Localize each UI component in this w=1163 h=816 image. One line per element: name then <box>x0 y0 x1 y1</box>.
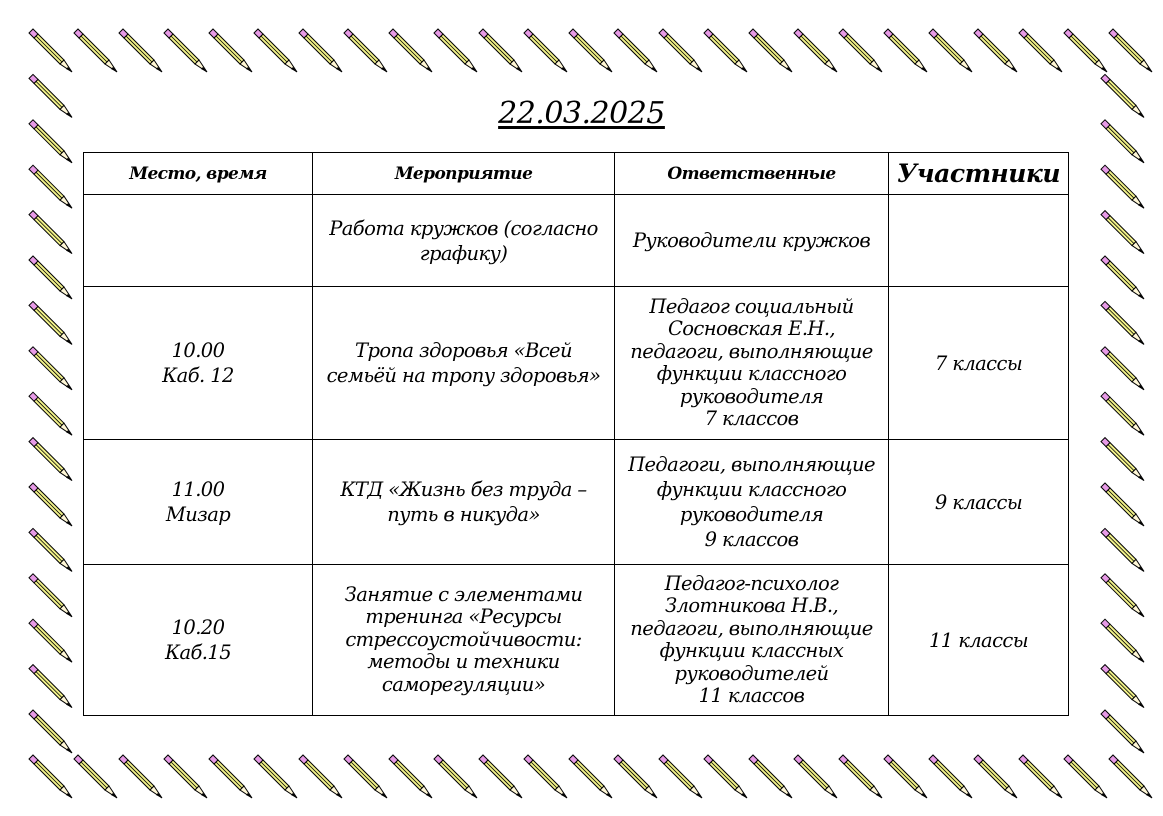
table-row <box>84 287 1069 440</box>
pencil-icon <box>209 755 252 798</box>
cell-text: Злотникова Н.В., <box>664 594 839 617</box>
pencil-icon <box>164 755 207 798</box>
pencil-icon <box>29 619 72 662</box>
cell-text: графику) <box>419 241 508 265</box>
cell-text: 7 классы <box>934 351 1023 375</box>
pencil-icon <box>1019 29 1062 72</box>
pencil-icon <box>1064 29 1107 72</box>
header-place-time: Место, время <box>84 153 313 195</box>
pencil-icon <box>614 29 657 72</box>
pencil-icon <box>1101 165 1144 208</box>
cell-text: Каб.15 <box>164 641 232 664</box>
cell-text: 11 классы <box>928 628 1029 652</box>
pencil-icon <box>29 256 72 299</box>
cell-text: функции классных <box>659 639 844 662</box>
cell-text: Каб. 12 <box>162 364 234 387</box>
cell-event <box>313 195 615 287</box>
pencil-icon <box>434 755 477 798</box>
cell-text: 9 классов <box>704 528 799 551</box>
pencil-icon <box>479 29 522 72</box>
pencil-icon <box>569 29 612 72</box>
pencil-icon <box>1101 438 1144 481</box>
pencil-icon <box>29 29 72 72</box>
cell-text: руководителей <box>674 661 829 685</box>
pencil-icon <box>74 29 117 72</box>
pencil-icon <box>29 665 72 708</box>
cell-event <box>313 287 615 440</box>
pencil-icon <box>119 29 162 72</box>
pencil-icon <box>1101 301 1144 344</box>
pencil-icon <box>29 483 72 526</box>
pencil-icon <box>1101 392 1144 435</box>
pencil-icon <box>74 755 117 798</box>
pencil-icon <box>479 755 522 798</box>
table-row <box>84 565 1069 716</box>
cell-text: Сосновская Е.Н., <box>667 317 836 340</box>
pencil-icon <box>29 211 72 254</box>
cell-text: функции классного <box>656 362 847 385</box>
pencil-icon <box>749 755 792 798</box>
cell-place-time <box>84 440 313 565</box>
pencil-icon <box>974 755 1017 798</box>
pencil-icon <box>839 755 882 798</box>
cell-place-time <box>84 195 313 287</box>
cell-text: Занятие с элементами <box>344 582 583 606</box>
pencil-icon <box>1101 256 1144 299</box>
page-title: 22.03.2025 <box>498 96 665 131</box>
cell-text: Тропа здоровья «Всей <box>355 339 572 362</box>
pencil-icon <box>1101 665 1144 708</box>
pencil-icon <box>29 347 72 390</box>
pencil-icon <box>1101 347 1144 390</box>
cell-text: Руководители кружков <box>632 229 871 252</box>
pencil-icon <box>254 755 297 798</box>
cell-responsible <box>615 287 889 440</box>
pencil-icon <box>884 755 927 798</box>
cell-text: педагоги, выполняющие <box>630 616 873 640</box>
pencil-icon <box>704 755 747 798</box>
cell-text: педагоги, выполняющие <box>630 339 873 363</box>
header-responsible: Ответственные <box>615 153 889 195</box>
pencil-icon <box>974 29 1017 72</box>
pencil-icon <box>794 29 837 72</box>
pencil-icon <box>749 29 792 72</box>
cell-text: 10.20 <box>171 616 225 639</box>
pencil-icon <box>164 29 207 72</box>
pencil-icon <box>1101 528 1144 571</box>
cell-participants <box>889 440 1069 565</box>
cell-text: 10.00 <box>171 339 225 362</box>
table-row <box>84 440 1069 565</box>
cell-text: 11.00 <box>171 478 225 501</box>
pencil-icon <box>1109 755 1152 798</box>
pencil-icon <box>524 755 567 798</box>
pencil-icon <box>1109 29 1152 72</box>
pencil-icon <box>299 29 342 72</box>
cell-responsible <box>615 565 889 716</box>
cell-participants <box>889 287 1069 440</box>
cell-responsible <box>615 195 889 287</box>
pencil-icon <box>29 528 72 571</box>
cell-text: Мизар <box>165 503 231 526</box>
header-participants: Участники <box>889 153 1069 195</box>
pencil-icon <box>389 29 432 72</box>
cell-text: Работа кружков (согласно <box>329 216 598 240</box>
pencil-icon <box>929 29 972 72</box>
table-row <box>84 195 1069 287</box>
cell-text: 11 классов <box>698 684 805 707</box>
cell-text: Педагоги, выполняющие <box>628 453 875 476</box>
cell-event <box>313 440 615 565</box>
cell-participants <box>889 565 1069 716</box>
pencil-icon <box>839 29 882 72</box>
schedule-table <box>83 152 1069 716</box>
pencil-icon <box>29 301 72 344</box>
cell-text: 9 классы <box>934 490 1023 514</box>
cell-place-time <box>84 287 313 440</box>
cell-text: семьёй на тропу здоровья» <box>326 364 601 387</box>
pencil-icon <box>704 29 747 72</box>
pencil-icon <box>299 755 342 798</box>
pencil-icon <box>524 29 567 72</box>
pencil-icon <box>1101 710 1144 753</box>
cell-text: тренинга «Ресурсы <box>365 605 562 629</box>
cell-text: путь в никуда» <box>387 503 540 526</box>
cell-text: Педагог-психолог <box>664 571 839 595</box>
pencil-icon <box>344 755 387 798</box>
pencil-icon <box>29 392 72 435</box>
pencil-icon <box>794 755 837 798</box>
cell-text: стрессоустойчивости: <box>345 627 582 651</box>
cell-responsible <box>615 440 889 565</box>
pencil-icon <box>1064 755 1107 798</box>
pencil-icon <box>389 755 432 798</box>
pencil-icon <box>29 710 72 753</box>
pencil-icon <box>119 755 162 798</box>
pencil-icon <box>1101 483 1144 526</box>
cell-text: саморегуляции» <box>381 672 546 696</box>
pencil-icon <box>614 755 657 798</box>
cell-place-time <box>84 565 313 716</box>
cell-text: методы и техники <box>367 650 560 674</box>
pencil-icon <box>29 574 72 617</box>
pencil-icon <box>29 438 72 481</box>
header-event: Мероприятие <box>313 153 615 195</box>
cell-event <box>313 565 615 716</box>
pencil-icon <box>434 29 477 72</box>
pencil-icon <box>344 29 387 72</box>
cell-text: КТД «Жизнь без труда – <box>340 478 587 501</box>
cell-text: 7 классов <box>704 407 799 430</box>
pencil-icon <box>569 755 612 798</box>
pencil-icon <box>29 755 72 798</box>
pencil-icon <box>1101 574 1144 617</box>
pencil-icon <box>659 29 702 72</box>
cell-participants <box>889 195 1069 287</box>
pencil-icon <box>254 29 297 72</box>
pencil-icon <box>29 165 72 208</box>
pencil-icon <box>1019 755 1062 798</box>
pencil-icon <box>929 755 972 798</box>
pencil-icon <box>659 755 702 798</box>
cell-text: функции классного <box>656 478 847 501</box>
pencil-icon <box>884 29 927 72</box>
cell-text: Педагог социальный <box>649 294 854 318</box>
pencil-icon <box>1101 619 1144 662</box>
table-header-row <box>84 153 1069 195</box>
pencil-icon <box>1101 211 1144 254</box>
pencil-icon <box>209 29 252 72</box>
cell-text: руководителя <box>679 384 824 408</box>
cell-text: руководителя <box>679 503 824 526</box>
